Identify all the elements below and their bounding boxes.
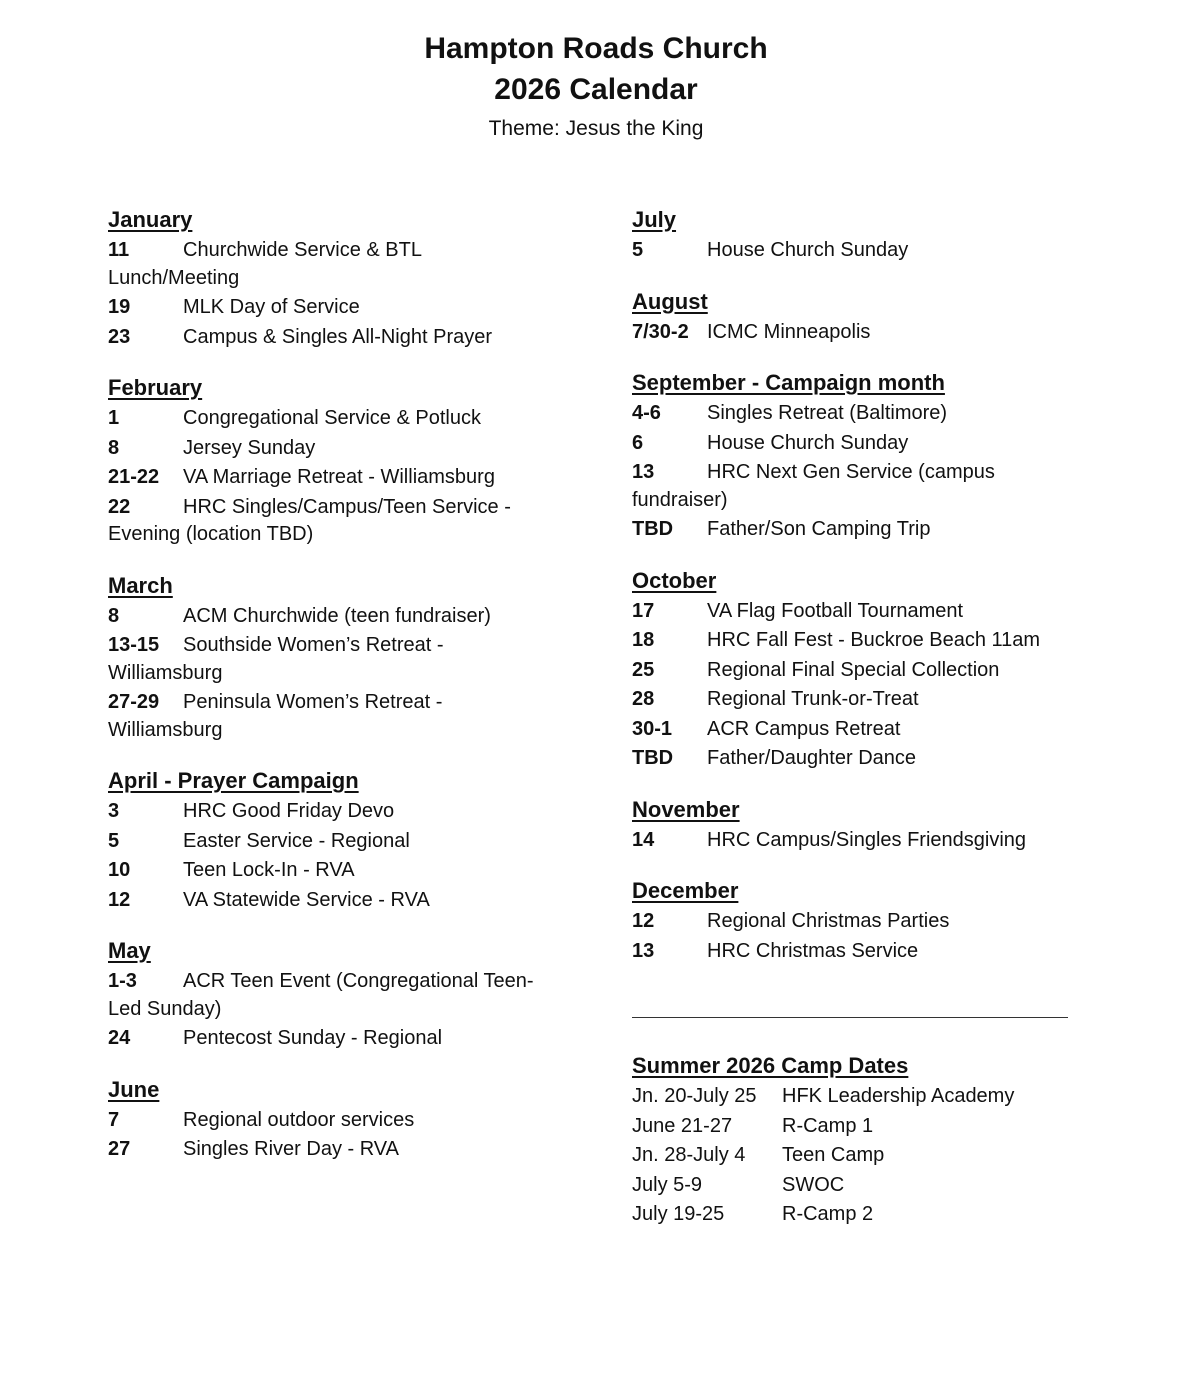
month-title: November <box>632 796 740 822</box>
camp-dates: July 5-9 <box>632 1173 703 1196</box>
event-row <box>108 689 548 744</box>
event-name: Jersey Sunday <box>183 436 316 459</box>
church-name: Hampton Roads Church <box>424 32 768 65</box>
event-row <box>632 908 1082 936</box>
event-date: TBD <box>632 518 674 540</box>
event-name: VA Statewide Service - RVA <box>183 888 430 911</box>
calendar-header <box>0 28 1192 144</box>
event-name: Regional Christmas Parties <box>707 910 950 932</box>
month-block <box>108 766 548 914</box>
event-date: 3 <box>108 800 120 822</box>
month-block <box>632 795 1082 855</box>
camp-name: Teen Camp <box>782 1144 885 1166</box>
event-date: 4-6 <box>632 402 661 424</box>
event-name: Churchwide Service & BTL Lunch/Meeting <box>108 239 422 289</box>
month-block <box>108 1075 548 1164</box>
event-date: 13 <box>632 461 655 483</box>
month-block <box>632 368 1082 544</box>
camp-dates: Jn. 28-July 4 <box>632 1144 746 1166</box>
event-name: HRC Christmas Service <box>707 939 919 962</box>
left-column <box>108 205 548 1186</box>
month-title: June <box>108 1076 160 1102</box>
event-date: 12 <box>632 910 655 932</box>
event-row <box>108 1025 548 1053</box>
event-name: Father/Son Camping Trip <box>707 518 931 540</box>
event-row <box>108 887 548 915</box>
event-row <box>108 798 548 826</box>
camp-dates: June 21-27 <box>632 1114 733 1137</box>
event-date: 22 <box>108 495 131 518</box>
event-date: 5 <box>108 829 120 852</box>
event-name: MLK Day of Service <box>183 296 360 318</box>
month-title: August <box>632 288 708 314</box>
event-name: ACR Teen Event (Congregational Teen-Led Sunday) <box>108 970 534 1020</box>
month-title: May <box>108 938 151 963</box>
event-row <box>632 745 1082 773</box>
calendar-title: 2026 Calendar <box>494 73 698 106</box>
right-column <box>632 205 1082 1229</box>
event-date: 14 <box>632 828 655 851</box>
summer-camp-title: Summer 2026 Camp Dates <box>632 1053 909 1078</box>
month-title: March <box>108 572 173 598</box>
event-date: 23 <box>108 325 131 348</box>
event-row <box>632 938 1082 966</box>
month-title: February <box>108 375 203 400</box>
month-title: September - Campaign month <box>632 370 945 395</box>
event-name: Pentecost Sunday - Regional <box>183 1027 443 1049</box>
calendar-theme: Theme: Jesus the King <box>488 117 704 140</box>
month-title: July <box>632 207 677 232</box>
camp-name: SWOC <box>782 1173 845 1196</box>
camp-row <box>632 1172 1082 1200</box>
month-block <box>108 205 548 351</box>
event-row <box>108 237 548 292</box>
event-name: Singles River Day - RVA <box>183 1138 399 1160</box>
event-date: 7 <box>108 1108 120 1131</box>
camp-row <box>632 1083 1082 1111</box>
event-row <box>632 516 1082 544</box>
camp-name: HFK Leadership Academy <box>782 1085 1015 1107</box>
event-date: 27 <box>108 1138 131 1160</box>
event-name: Congregational Service & Potluck <box>183 407 481 429</box>
camp-dates: Jn. 20-July 25 <box>632 1085 757 1107</box>
event-date: 13 <box>632 939 655 962</box>
event-row <box>632 627 1082 655</box>
month-block <box>632 287 1082 347</box>
event-name: VA Flag Football Tournament <box>707 599 964 622</box>
event-date: 13-15 <box>108 634 160 656</box>
camp-dates: July 19-25 <box>632 1203 725 1225</box>
event-name: Singles Retreat (Baltimore) <box>707 402 948 424</box>
month-block <box>632 566 1082 773</box>
event-row <box>108 1136 548 1164</box>
month-block <box>632 876 1082 965</box>
camp-row <box>632 1113 1082 1141</box>
event-row <box>632 686 1082 714</box>
event-row <box>632 400 1082 428</box>
month-block <box>108 936 548 1053</box>
event-date: 8 <box>108 604 120 627</box>
event-row <box>108 294 548 322</box>
event-row <box>108 1107 548 1135</box>
event-row <box>632 319 1082 347</box>
event-name: HRC Singles/Campus/Teen Service - Evening (location TBD) <box>108 495 511 545</box>
event-name: House Church Sunday <box>707 431 909 454</box>
event-name: HRC Next Gen Service (campus fundraiser) <box>632 461 995 511</box>
event-name: Teen Lock-In - RVA <box>183 859 355 881</box>
event-row <box>108 828 548 856</box>
event-name: HRC Campus/Singles Friendsgiving <box>707 828 1027 851</box>
month-title: April - Prayer Campaign <box>108 768 359 793</box>
event-date: 12 <box>108 888 131 911</box>
event-row <box>632 598 1082 626</box>
month-title: December <box>632 878 739 903</box>
camp-row <box>632 1142 1082 1170</box>
month-block <box>108 571 548 745</box>
camp-row <box>632 1201 1082 1229</box>
summer-camp-section <box>632 1051 1082 1229</box>
event-date: 8 <box>108 436 120 459</box>
event-name: Regional outdoor services <box>183 1108 415 1131</box>
event-row <box>108 464 548 492</box>
event-date: 27-29 <box>108 691 160 713</box>
event-date: 25 <box>632 658 655 681</box>
event-row <box>632 237 1082 265</box>
event-row <box>108 324 548 352</box>
event-name: Father/Daughter Dance <box>707 747 917 769</box>
event-row <box>632 459 1082 514</box>
event-date: 19 <box>108 296 131 318</box>
event-date: 21-22 <box>108 466 160 488</box>
event-name: HRC Fall Fest - Buckroe Beach 11am <box>707 629 1041 651</box>
event-row <box>108 494 548 549</box>
event-name: Southside Women’s Retreat - Williamsburg <box>108 634 444 684</box>
event-date: 28 <box>632 688 655 710</box>
month-title: January <box>108 207 193 232</box>
event-date: 10 <box>108 859 131 881</box>
event-date: 6 <box>632 431 644 454</box>
event-row <box>108 405 548 433</box>
event-date: 11 <box>108 239 130 261</box>
event-name: ACR Campus Retreat <box>707 717 901 740</box>
event-date: 18 <box>632 629 655 651</box>
event-name: Easter Service - Regional <box>183 829 410 852</box>
summer-camp-list <box>632 1083 1082 1229</box>
event-name: ICMC Minneapolis <box>707 320 871 343</box>
event-name: House Church Sunday <box>707 239 909 261</box>
event-row <box>632 430 1082 458</box>
event-name: Peninsula Women’s Retreat - Williamsburg <box>108 691 443 741</box>
event-name: Regional Final Special Collection <box>707 658 1000 681</box>
event-date: 1-3 <box>108 970 137 992</box>
month-block <box>632 205 1082 265</box>
month-title: October <box>632 567 717 593</box>
event-row <box>632 827 1082 855</box>
event-date: 7/30-2 <box>632 320 689 343</box>
right-months <box>632 205 1082 965</box>
event-name: HRC Good Friday Devo <box>183 800 395 822</box>
event-row <box>108 632 548 687</box>
event-date: 1 <box>108 407 120 429</box>
event-name: VA Marriage Retreat - Williamsburg <box>183 466 495 488</box>
event-row <box>632 716 1082 744</box>
event-row <box>108 435 548 463</box>
event-date: 17 <box>632 599 655 622</box>
event-name: Regional Trunk-or-Treat <box>707 688 919 710</box>
camp-name: R-Camp 2 <box>782 1203 874 1225</box>
month-block <box>108 373 548 549</box>
event-name: Campus & Singles All-Night Prayer <box>183 325 493 348</box>
camp-name: R-Camp 1 <box>782 1114 874 1137</box>
event-date: 30-1 <box>632 717 673 740</box>
event-row <box>108 857 548 885</box>
event-name: ACM Churchwide (teen fundraiser) <box>183 604 491 627</box>
section-divider <box>632 1017 1068 1018</box>
event-date: 24 <box>108 1027 131 1049</box>
event-row <box>108 603 548 631</box>
event-row <box>632 657 1082 685</box>
event-date: TBD <box>632 747 674 769</box>
event-date: 5 <box>632 239 644 261</box>
event-row <box>108 968 548 1023</box>
